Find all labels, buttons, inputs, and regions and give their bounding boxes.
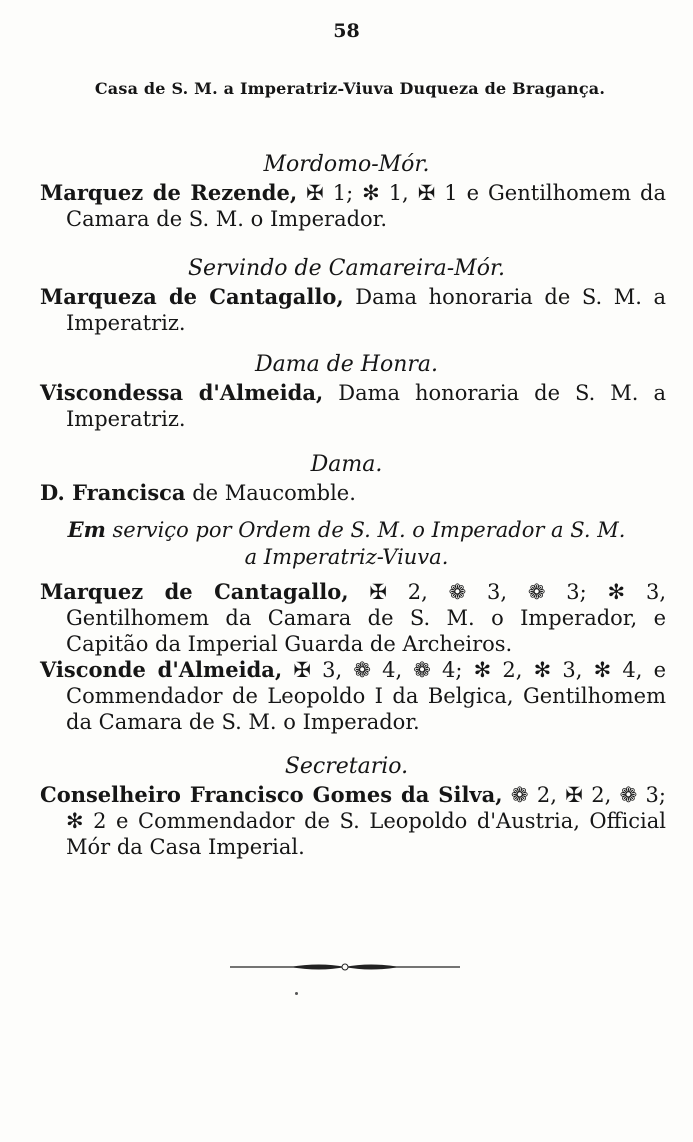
entry-text: ✠ 3, ❁ 4, ❁ 4; ✻ 2, ✻ 3, ✻ 4, e Commendador de Leopoldo I da Belgica, Gentilhomem da Camara de S. M. o Imperador.: [66, 658, 666, 734]
entry: [40, 657, 666, 735]
entry: [40, 579, 666, 657]
section-em-servico: [0, 516, 693, 735]
section-mordomo-mor: [0, 150, 693, 232]
section-secretario: [0, 752, 693, 860]
subheading-lead: Em: [67, 517, 106, 542]
speck: [295, 992, 298, 995]
entry: [40, 180, 666, 232]
section-subheading: [0, 516, 693, 571]
entry-name: Marquez de Cantagallo,: [40, 579, 349, 604]
section-dama: [0, 450, 693, 506]
entry-text: Dama honoraria de S. M. a Imperatriz.: [66, 381, 666, 431]
entry-name: D. Francisca: [40, 480, 186, 505]
entry-name: Marquez de Rezende,: [40, 180, 298, 205]
entry-name: Visconde d'Almeida,: [40, 657, 283, 682]
section-heading: Secretario.: [284, 754, 409, 779]
entry-name: Viscondessa d'Almeida,: [40, 380, 324, 405]
entry: [40, 782, 666, 860]
page-number: 58: [333, 20, 360, 42]
section-dama-de-honra: [0, 350, 693, 432]
section-heading: Dama de Honra.: [254, 352, 439, 377]
subheading-text: serviço por Ordem de S. M. o Imperador a S. M. a Imperatriz-Viuva.: [105, 518, 626, 569]
ornament-divider-icon: [230, 960, 460, 974]
entry: [40, 480, 666, 506]
entry-text: de Maucomble.: [185, 481, 356, 505]
entry: [40, 284, 666, 336]
entry-name: Marqueza de Cantagallo,: [40, 284, 344, 309]
entry-text: ✠ 1; ✻ 1, ✠ 1 e Gentilhomem da Camara de S. M. o Imperador.: [66, 181, 666, 231]
section-heading: Servindo de Camareira-Mór.: [187, 256, 506, 281]
entry: [40, 380, 666, 432]
section-camareira-mor: [0, 254, 693, 336]
entry-text: ❁ 2, ✠ 2, ❁ 3; ✻ 2 e Commendador de S. Leopoldo d'Austria, Official Mór da Casa Imperial.: [66, 783, 666, 859]
entry-name: Conselheiro Francisco Gomes da Silva,: [40, 782, 503, 807]
entry-text: Dama honoraria de S. M. a Imperatriz.: [66, 285, 666, 335]
entry-text: ✠ 2, ❁ 3, ❁ 3; ✻ 3, Gentilhomem da Camara de S. M. o Imperador, e Capitão da Imperial Guarda de Archeiros.: [66, 580, 666, 656]
page-title: Casa de S. M. a Imperatriz-Viuva Duqueza de Bragança.: [94, 79, 606, 98]
section-heading: Mordomo-Mór.: [263, 152, 430, 177]
section-heading: Dama.: [310, 452, 383, 477]
